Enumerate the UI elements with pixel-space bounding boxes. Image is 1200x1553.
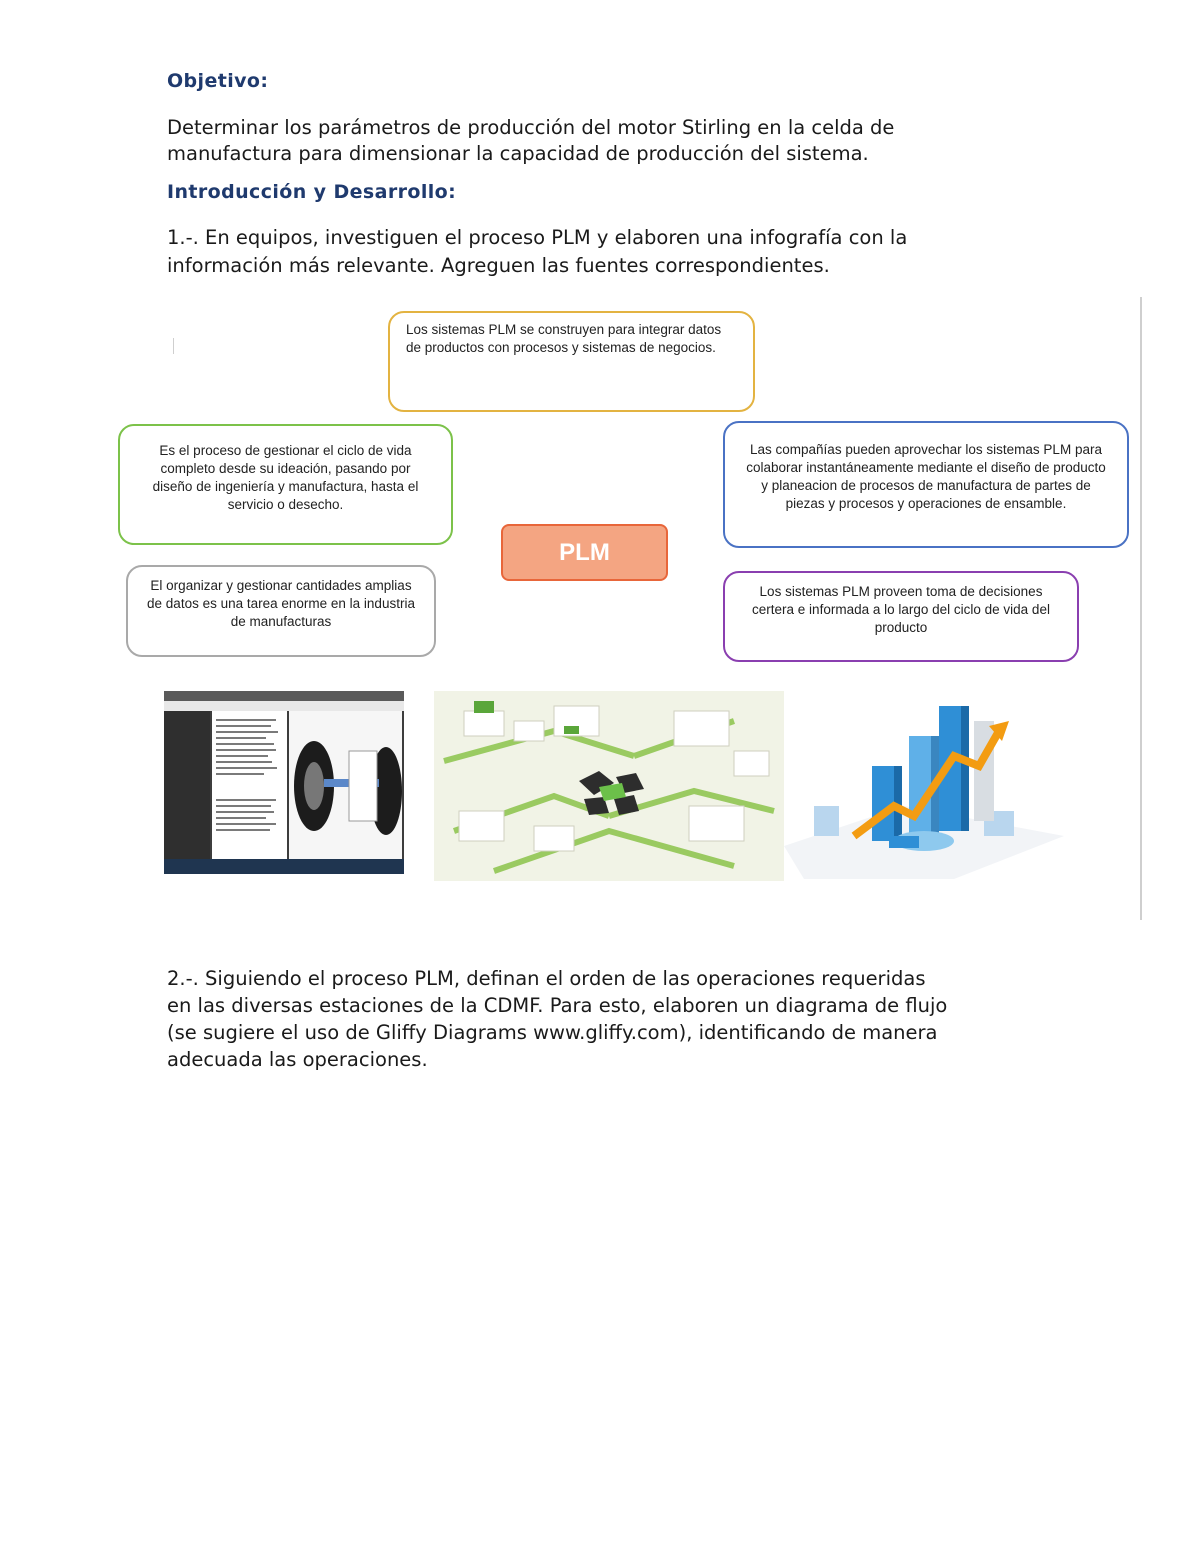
- item2-line-4: adecuada las operaciones.: [167, 1048, 428, 1071]
- item2-line-2: en las diversas estaciones de la CDMF. Para esto, elaboren un diagrama de flujo: [167, 994, 948, 1017]
- factory-layout-drawing: [434, 691, 784, 881]
- factory-layout-image: [434, 691, 784, 881]
- bar-chart-drawing: [784, 696, 1064, 879]
- item1-line-2: información más relevante. Agreguen las fuentes correspondientes.: [167, 254, 830, 277]
- objetivo-line-2: manufactura para dimensionar la capacidad de producción del sistema.: [167, 142, 869, 165]
- plm-center-label: PLM: [501, 524, 668, 581]
- cad-software-drawing: [164, 691, 404, 874]
- info-box-left-top: Es el proceso de gestionar el ciclo de vida completo desde su ideación, pasando por diseño de ingeniería y manufactura, hasta el servicio o desecho.: [118, 424, 453, 545]
- bar-chart-image: [784, 696, 1064, 879]
- item2-line-1: 2.-. Siguiendo el proceso PLM, definan el orden de las operaciones requeridas: [167, 967, 926, 990]
- infographic-left-mark: [173, 338, 174, 354]
- info-box-right-bottom: Los sistemas PLM proveen toma de decisiones certera e informada a lo largo del ciclo de vida del producto: [723, 571, 1079, 662]
- cad-software-image: [164, 691, 404, 874]
- objetivo-heading: Objetivo:: [167, 70, 269, 92]
- info-box-top: Los sistemas PLM se construyen para integrar datos de productos con procesos y sistemas de negocios.: [388, 311, 755, 412]
- introduccion-heading: Introducción y Desarrollo:: [167, 181, 457, 203]
- info-box-right-top: Las compañías pueden aprovechar los sistemas PLM para colaborar instantáneamente mediante el diseño de producto y planeacion de procesos de manufactura de partes de piezas y procesos y operaciones de ensamble.: [723, 421, 1129, 548]
- info-box-left-bottom: El organizar y gestionar cantidades amplias de datos es una tarea enorme en la industria de manufacturas: [126, 565, 436, 657]
- infographic-right-border: [1140, 297, 1142, 920]
- objetivo-line-1: Determinar los parámetros de producción del motor Stirling en la celda de: [167, 116, 895, 139]
- item1-line-1: 1.-. En equipos, investiguen el proceso PLM y elaboren una infografía con la: [167, 226, 908, 249]
- item2-line-3: (se sugiere el uso de Gliffy Diagrams www.gliffy.com), identificando de manera: [167, 1021, 938, 1044]
